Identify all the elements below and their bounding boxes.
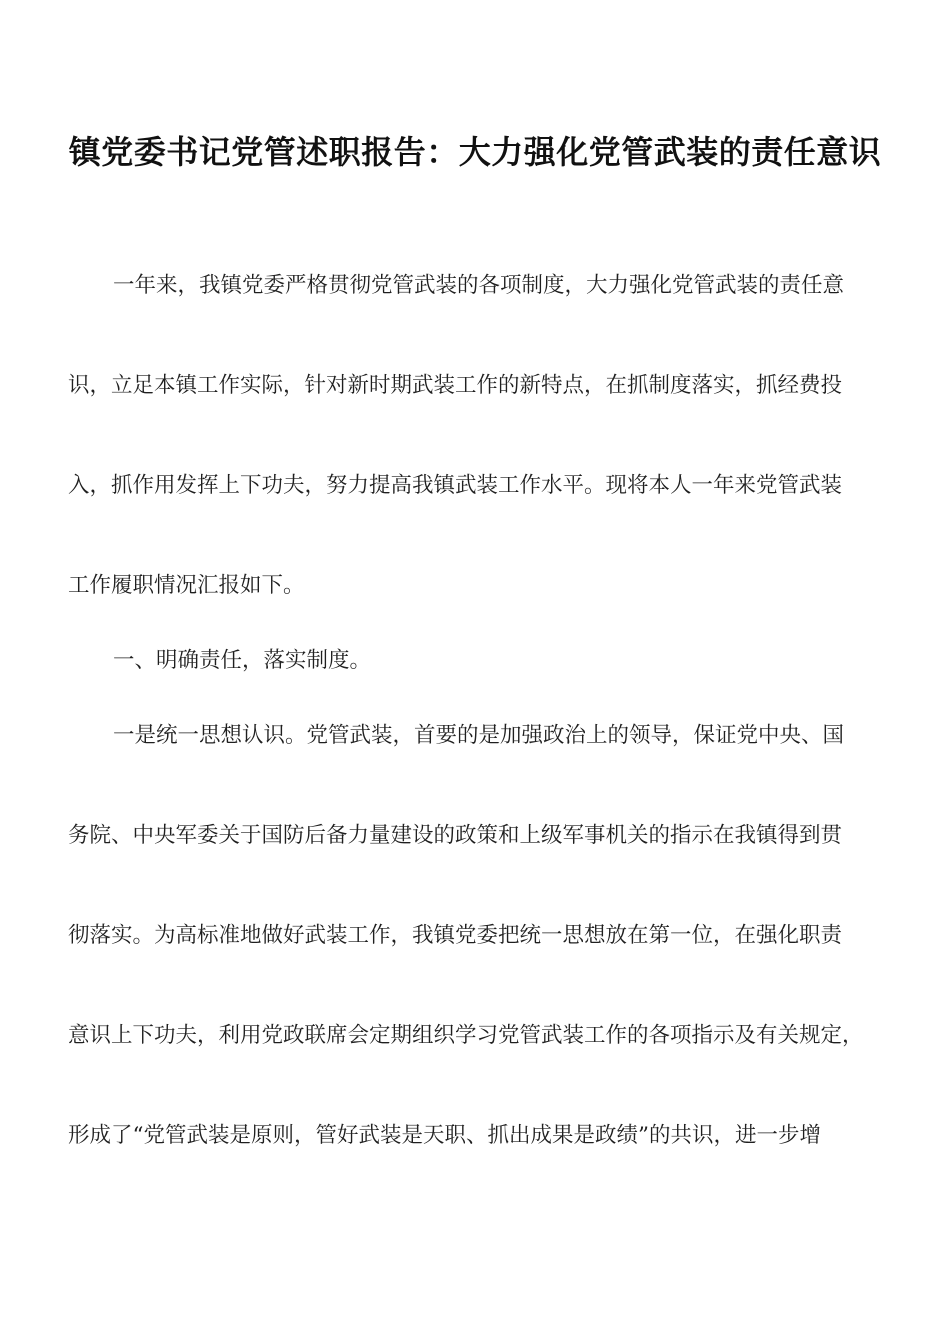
paragraph-line-1: 一年来，我镇党委严格贯彻党管武装的各项制度，大力强化党管武装的责任意 — [113, 273, 845, 298]
paragraph-line-4: 工作履职情况汇报如下。 — [68, 573, 305, 598]
document-title: 镇党委书记党管述职报告：大力强化党管武装的责任意识 — [68, 133, 882, 171]
paragraph-line-9: 意识上下功夫，利用党政联席会定期组织学习党管武装工作的各项指示及有关规定， — [68, 1023, 864, 1048]
section-heading-1: 一、明确责任，落实制度。 — [113, 648, 372, 673]
paragraph-line-7: 务院、中央军委关于国防后备力量建设的政策和上级军事机关的指示在我镇得到贯 — [68, 823, 843, 848]
paragraph-line-3: 入，抓作用发挥上下功夫，努力提高我镇武装工作水平。现将本人一年来党管武装 — [68, 473, 843, 498]
paragraph-line-6: 一是统一思想认识。党管武装，首要的是加强政治上的领导，保证党中央、国 — [113, 723, 845, 748]
paragraph-line-2: 识，立足本镇工作实际，针对新时期武装工作的新特点，在抓制度落实，抓经费投 — [68, 373, 843, 398]
paragraph-line-10: 形成了“党管武装是原则，管好武装是天职、抓出成果是政绩”的共识，进一步增 — [68, 1123, 821, 1148]
paragraph-line-8: 彻落实。为高标准地做好武装工作，我镇党委把统一思想放在第一位，在强化职责 — [68, 923, 843, 948]
